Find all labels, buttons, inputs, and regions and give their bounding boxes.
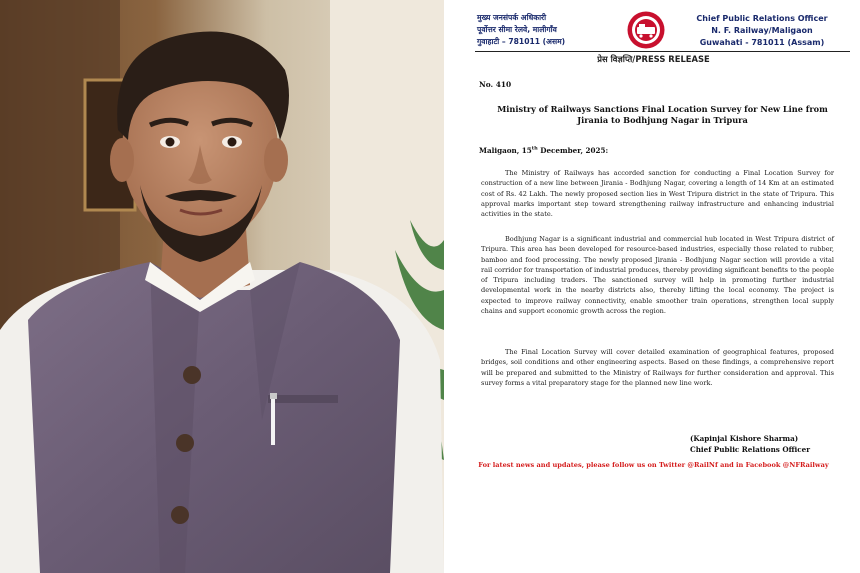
press-release-document [447,0,860,573]
english-header-line: Chief Public Relations Officer [696,14,828,23]
english-header-line: N. F. Railway/Maligaon [711,26,813,35]
signature-block [690,433,810,455]
release-date [479,146,608,155]
hindi-header-line: मुख्य जनसंपर्क अधिकारी [477,13,547,22]
english-office-header [682,13,842,49]
date-prefix: Maligaon, 15 [479,146,532,155]
hindi-header-line: पूर्वोत्तर सीमा रेलवे, मालीगाँव [477,25,557,34]
header-rule [475,51,850,52]
body-paragraph: The Final Location Survey will cover detailed examination of geographical features, proposed bridges, soil conditions and other engineering aspects. Based on these findings, a comprehensive report will be prepared and submitted to the Ministry of Railways for further consideration and approval. This survey forms a vital preparatory stage for the planned new line work. [481,348,834,387]
date-ordinal: th [531,145,538,152]
press-release-label: प्रेस विज्ञप्ति/PRESS RELEASE [597,54,710,64]
release-number: No. 410 [479,80,512,89]
body-paragraph: Bodhjung Nagar is a significant industrial and commercial hub located in West Tripura district of Tripura. This area has been developed for resource-based industries, especially those related to rubber, bamboo and food processing. The newly proposed Jirania - Bodhjung Nagar section will provide a vital rail corridor for transportation of industrial produces, thereby providing significant benefits to the people of Tripura including traders. The sanctioned survey will help in promoting further industrial developmental work in the nearby districts also, thereby lifting the local economy. The project is expected to improve railway connectivity, enable smoother train operations, strengthen local supply chains and support economic growth across the region. [481,235,834,316]
body-paragraph: The Ministry of Railways has accorded sanction for conducting a Final Location Survey for construction of a new line between Jirania - Bodhjung Nagar, covering a length of 14 Km at an estimated cost of Rs. 42 Lakh. The newly proposed section lies in West Tripura district in the state of Tripura. This approval marks important step toward strengthening railway infrastructure and enhancing industrial activities in the state. [481,169,834,219]
english-header-line: Guwahati - 781011 (Assam) [699,38,825,47]
signatory-title: Chief Public Relations Officer [689,445,810,454]
release-title: Ministry of Railways Sanctions Final Location Survey for New Line from Jirania to Bodhjung Nagar in Tripura [497,104,828,125]
indian-railways-emblem-icon [626,10,666,50]
hindi-office-header [477,12,597,48]
hindi-header-line: गुवाहाटी – 781011 (असम) [477,37,566,46]
signatory-name: (Kapinjal Kishore Sharma) [689,434,799,443]
date-suffix: December, 2025: [537,146,609,155]
social-media-footer: For latest news and updates, please follow us on Twitter @RailNf and in Facebook @NFRailway [478,461,829,469]
